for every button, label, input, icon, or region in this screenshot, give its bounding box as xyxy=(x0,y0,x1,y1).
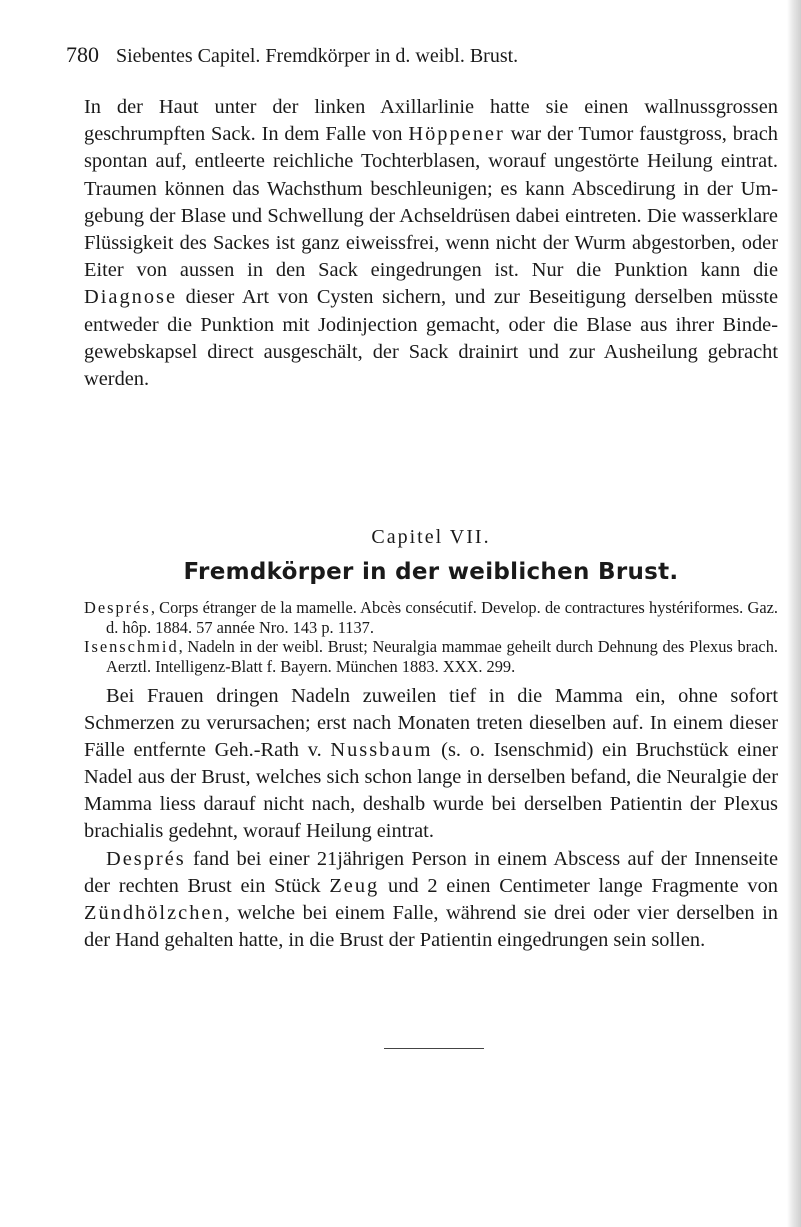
page-edge-shadow xyxy=(787,0,801,1227)
spaced-term: Zeug xyxy=(329,874,380,897)
spaced-term: Zündhölzchen xyxy=(84,901,225,924)
paragraph xyxy=(84,846,778,954)
footnote-rule xyxy=(384,1048,484,1049)
reference-item xyxy=(84,598,778,637)
reference-item xyxy=(84,637,778,676)
reference-author: Isenschmid xyxy=(84,637,179,657)
chapter-label: Capitel VII. xyxy=(371,526,491,548)
text-run: (s. o. Isenschmid) ein Bruchstück einer Nadel aus der Brust, welches sich schon lange in derselben befand, die Neuralgie der Mamma liess darauf nicht nach, deshalb wurde bei derselben Patientin der Plexus brachialis gedehnt, worauf Heilung eintrat. xyxy=(84,739,778,843)
text-run: Bei Frauen dringen Nadeln zuweilen tief in die Mamma ein, ohne sofort Schmerzen zu verursachen; erst nach Monaten treten dieselben auf. In einem dieser Fälle entfernte Geh.-Rath v. xyxy=(84,685,778,762)
text-run: dieser Art von Cysten sichern, und zur Beseitigung derselben müsste entweder die Punktion mit Jodinjection gemacht, oder die Blase aus ihrer Bindegewebskapsel direct ausgeschält, der Sack drainirt und zur Ausheilung gebracht werden. xyxy=(84,286,778,391)
spaced-name: Nussbaum xyxy=(330,739,433,762)
chapter-title: Fremdkörper in der weiblichen Brust. xyxy=(183,559,679,585)
running-header xyxy=(66,42,518,68)
text-run: war der Tumor faustgross, brach spontan auf, entleerte reichliche Tochterblasen, worauf ungestörte Heilung eintrat. Traumen können das Wachsthum beschleunigen; es kann Abscedirung in der Umgebung der Blase und Schwellung der Achseldrüsen dabei eintreten. Die wasserklare Flüssigkeit des Sackes ist ganz eiweissfrei, wenn nicht der Wurm abgestorben, oder Eiter von aussen in den Sack eingedrungen ist. Nur die Punktion kann die xyxy=(84,123,778,282)
body-text xyxy=(84,94,778,393)
paragraph xyxy=(84,683,778,846)
spaced-name: Höppener xyxy=(408,123,505,146)
text-run: und 2 einen Centimeter lange Fragmente von xyxy=(379,874,778,897)
text-run: fand bei einer 21jährigen Person in einem Abscess auf der Innenseite der rechten Brust ein Stück xyxy=(84,847,778,897)
text-run: In der Haut unter der linken Axillarlinie hatte sie einen wallnussgrossen geschrumpften Sack. In dem Falle von xyxy=(84,96,778,146)
spaced-term: Diagnose xyxy=(84,286,178,309)
text-run: , welche bei einem Falle, während sie drei oder vier derselben in der Hand gehalten hatte, in die Brust der Patientin eingedrungen sein sollen. xyxy=(84,901,778,951)
page-number: 780 xyxy=(66,42,99,67)
reference-text: , Nadeln in der weibl. Brust; Neuralgia mammae geheilt durch Dehnung des Plexus brach. Aerztl. Intelligenz-Blatt f. Bayern. München 1883. XXX. 299. xyxy=(106,637,778,676)
reference-author: Després xyxy=(84,598,151,617)
paragraph xyxy=(84,94,778,393)
body-text-2 xyxy=(84,683,778,954)
reference-text: , Corps étranger de la mamelle. Abcès consécutif. Develop. de contractures hystériformes. Gaz. d. hôp. 1884. 57 année Nro. 143 p. 1137. xyxy=(106,598,778,637)
running-title: Siebentes Capitel. Fremdkörper in d. weibl. Brust. xyxy=(116,45,519,67)
spaced-name: Després xyxy=(106,847,186,870)
reference-list xyxy=(84,598,778,676)
